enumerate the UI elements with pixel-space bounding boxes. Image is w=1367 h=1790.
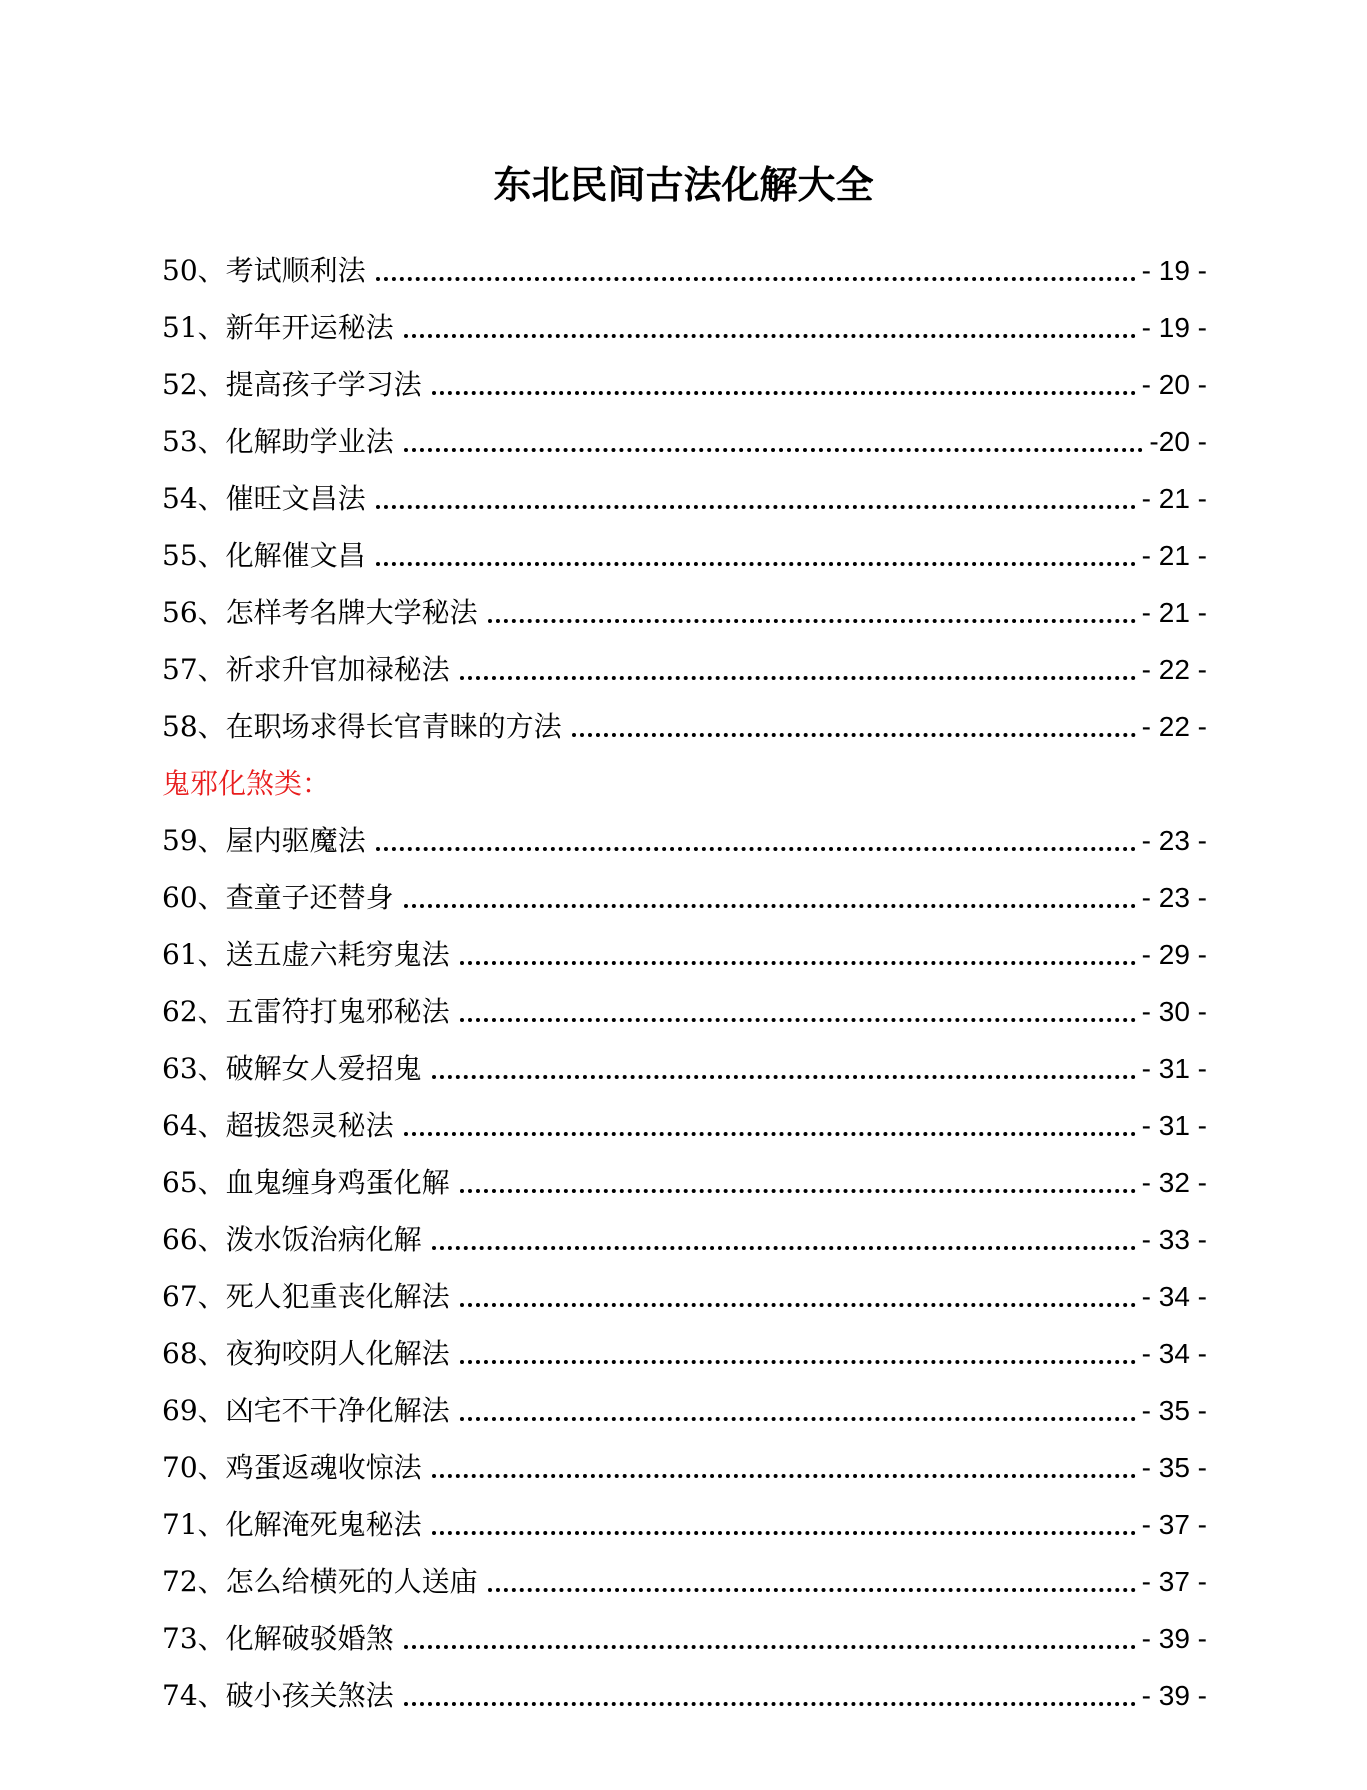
toc-page-number: - 21 - xyxy=(1141,483,1207,514)
toc-dot-leader xyxy=(376,277,1136,281)
toc-dot-leader xyxy=(460,961,1136,965)
toc-dot-leader xyxy=(404,1645,1136,1649)
table-of-contents xyxy=(162,250,1207,1732)
toc-page-number: - 29 - xyxy=(1141,939,1207,970)
toc-page-number: - 35 - xyxy=(1141,1395,1207,1426)
toc-entry[interactable] xyxy=(162,877,1207,915)
toc-entry-label: 55、化解催文昌 xyxy=(162,539,366,572)
toc-entry-label: 51、新年开运秘法 xyxy=(162,311,394,344)
toc-page-number: - 34 - xyxy=(1141,1338,1207,1369)
toc-page-number: - 19 - xyxy=(1141,312,1207,343)
toc-entry[interactable] xyxy=(162,1048,1207,1086)
toc-entry[interactable] xyxy=(162,1504,1207,1542)
toc-entry[interactable] xyxy=(162,307,1207,345)
toc-dot-leader xyxy=(376,562,1136,566)
toc-dot-leader xyxy=(460,1303,1136,1307)
toc-page-number: - 39 - xyxy=(1141,1680,1207,1711)
toc-entry[interactable] xyxy=(162,1390,1207,1428)
toc-page-number: - 30 - xyxy=(1141,996,1207,1027)
toc-entry[interactable] xyxy=(162,820,1207,858)
toc-entry[interactable] xyxy=(162,934,1207,972)
toc-entry-label: 73、化解破驳婚煞 xyxy=(162,1622,394,1655)
toc-entry-label: 70、鸡蛋返魂收惊法 xyxy=(162,1451,422,1484)
toc-entry-label: 63、破解女人爱招鬼 xyxy=(162,1052,422,1085)
toc-entry[interactable] xyxy=(162,1105,1207,1143)
toc-page-number: - 31 - xyxy=(1141,1053,1207,1084)
toc-dot-leader xyxy=(460,1189,1136,1193)
toc-entry-label: 61、送五虚六耗穷鬼法 xyxy=(162,938,450,971)
toc-entry-label: 58、在职场求得长官青睐的方法 xyxy=(162,710,562,743)
toc-dot-leader xyxy=(404,1702,1136,1706)
toc-entry[interactable] xyxy=(162,478,1207,516)
toc-page-number: - 22 - xyxy=(1141,711,1207,742)
toc-entry[interactable] xyxy=(162,1561,1207,1599)
toc-entry-label: 53、化解助学业法 xyxy=(162,425,394,458)
toc-entry-label: 66、泼水饭治病化解 xyxy=(162,1223,422,1256)
toc-entry-label: 56、怎样考名牌大学秘法 xyxy=(162,596,478,629)
toc-dot-leader xyxy=(432,1531,1136,1535)
toc-dot-leader xyxy=(460,1360,1136,1364)
toc-page-number: - 35 - xyxy=(1141,1452,1207,1483)
toc-entry-label: 54、催旺文昌法 xyxy=(162,482,366,515)
toc-dot-leader xyxy=(488,619,1136,623)
toc-entry-label: 52、提高孩子学习法 xyxy=(162,368,422,401)
toc-entry-label: 62、五雷符打鬼邪秘法 xyxy=(162,995,450,1028)
toc-entry[interactable] xyxy=(162,1447,1207,1485)
toc-page-number: - 21 - xyxy=(1141,597,1207,628)
toc-entry-label: 64、超拔怨灵秘法 xyxy=(162,1109,394,1142)
toc-entry[interactable] xyxy=(162,1162,1207,1200)
toc-dot-leader xyxy=(376,505,1136,509)
toc-page-number: - 32 - xyxy=(1141,1167,1207,1198)
toc-entry-label: 67、死人犯重丧化解法 xyxy=(162,1280,450,1313)
toc-page-number: - 37 - xyxy=(1141,1566,1207,1597)
toc-page-number: - 19 - xyxy=(1141,255,1207,286)
toc-dot-leader xyxy=(432,391,1136,395)
toc-entry-label: 60、查童子还替身 xyxy=(162,881,394,914)
toc-dot-leader xyxy=(488,1588,1136,1592)
toc-entry[interactable] xyxy=(162,1219,1207,1257)
toc-page-number: - 39 - xyxy=(1141,1623,1207,1654)
toc-entry[interactable] xyxy=(162,1618,1207,1656)
toc-dot-leader xyxy=(404,1132,1136,1136)
toc-entry-label: 65、血鬼缠身鸡蛋化解 xyxy=(162,1166,450,1199)
toc-entry[interactable] xyxy=(162,250,1207,288)
toc-entry[interactable] xyxy=(162,649,1207,687)
toc-entry-label: 69、凶宅不干净化解法 xyxy=(162,1394,450,1427)
toc-entry-label: 68、夜狗咬阴人化解法 xyxy=(162,1337,450,1370)
toc-dot-leader xyxy=(460,1417,1136,1421)
page-title: 东北民间古法化解大全 xyxy=(493,163,874,207)
toc-page-number: - 31 - xyxy=(1141,1110,1207,1141)
toc-entry[interactable] xyxy=(162,421,1207,459)
toc-dot-leader xyxy=(404,448,1144,452)
toc-page-number: -20 - xyxy=(1149,426,1207,457)
toc-entry[interactable] xyxy=(162,364,1207,402)
toc-page-number: - 22 - xyxy=(1141,654,1207,685)
toc-entry[interactable] xyxy=(162,1333,1207,1371)
toc-entry-label: 74、破小孩关煞法 xyxy=(162,1679,394,1712)
toc-entry[interactable] xyxy=(162,706,1207,744)
toc-dot-leader xyxy=(572,733,1136,737)
toc-page-number: - 21 - xyxy=(1141,540,1207,571)
toc-entry[interactable] xyxy=(162,1675,1207,1713)
section-heading-label: 鬼邪化煞类： xyxy=(162,767,331,800)
toc-dot-leader xyxy=(460,676,1136,680)
toc-dot-leader xyxy=(432,1246,1136,1250)
toc-page-number: - 34 - xyxy=(1141,1281,1207,1312)
toc-section-heading xyxy=(162,763,1207,801)
toc-entry-label: 50、考试顺利法 xyxy=(162,254,366,287)
toc-entry[interactable] xyxy=(162,535,1207,573)
toc-dot-leader xyxy=(404,334,1136,338)
toc-entry-label: 57、祈求升官加禄秘法 xyxy=(162,653,450,686)
toc-dot-leader xyxy=(376,847,1136,851)
toc-page-number: - 20 - xyxy=(1141,369,1207,400)
toc-dot-leader xyxy=(460,1018,1136,1022)
toc-dot-leader xyxy=(432,1075,1136,1079)
toc-page-number: - 23 - xyxy=(1141,882,1207,913)
toc-entry-label: 59、屋内驱魔法 xyxy=(162,824,366,857)
toc-entry[interactable] xyxy=(162,1276,1207,1314)
toc-dot-leader xyxy=(404,904,1136,908)
toc-entry-label: 72、怎么给横死的人送庙 xyxy=(162,1565,478,1598)
toc-entry[interactable] xyxy=(162,991,1207,1029)
toc-page-number: - 23 - xyxy=(1141,825,1207,856)
toc-page-number: - 37 - xyxy=(1141,1509,1207,1540)
toc-page-number: - 33 - xyxy=(1141,1224,1207,1255)
toc-dot-leader xyxy=(432,1474,1136,1478)
toc-entry[interactable] xyxy=(162,592,1207,630)
toc-entry-label: 71、化解淹死鬼秘法 xyxy=(162,1508,422,1541)
